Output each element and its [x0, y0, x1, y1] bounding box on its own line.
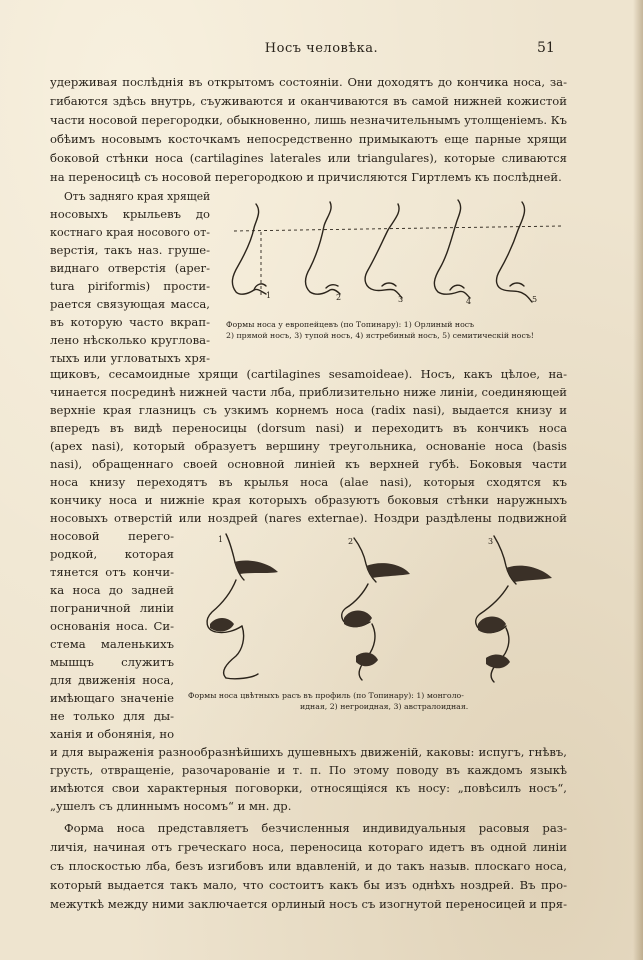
figure-number: 3 [488, 537, 494, 546]
text-line: стема маленькихъ [50, 637, 174, 651]
text-line: носа книзу переходятъ въ крылья носа (alae nasi), которыя сходятся къ [50, 475, 567, 489]
text-line: межуткѣ между ними заключается орлиный носъ съ изогнутой переносицей и пря- [50, 897, 567, 911]
text-line: на переносицѣ съ носовой перегородкою и причисляются Гиртлемъ къ послѣдней. [50, 170, 562, 184]
figure-colored-race-noses [196, 528, 566, 688]
nose-profile-4 [434, 200, 470, 298]
text-line: виднаго отверстія (aper- [50, 261, 210, 275]
nose-nostril-3 [382, 283, 396, 286]
text-line: верстія, такъ наз. груше- [50, 243, 210, 257]
figure-caption-line: Формы носа цвѣтныхъ расъ въ профиль (по Топинару): 1) монголо- [188, 691, 464, 700]
text-line: ка носа до задней [50, 583, 174, 597]
text-line: и для выраженія разнообразнѣйшихъ душевныхъ движеній, каковы: испугъ, гнѣвъ, [50, 745, 567, 759]
text-line: личія, начиная отъ греческаго носа, переносица котораго идетъ въ одной линіи [50, 840, 567, 854]
text-line: основанія носа. Си- [50, 619, 174, 633]
text-line: чинается посрединѣ нижней части лба, приблизительно ниже линіи, соединяющей [50, 385, 567, 399]
text-line: гибаются здѣсь внутрь, съуживаются и оканчиваются въ самой нижней кожистой [50, 94, 567, 108]
text-line: Форма носа представляетъ безчисленныя индивидуальныя расовыя раз- [64, 821, 567, 835]
text-line: кончику носа и нижніе края которыхъ образуютъ боковыя стѣнки наружныхъ [50, 493, 567, 507]
text-line: части носовой перегородки, обыкновенно, лишь незначительнымъ утолщеніемъ. Къ [50, 113, 567, 127]
text-line: для движенія носа, [50, 673, 174, 687]
text-line: родкой, которая [50, 547, 174, 561]
text-line: имѣются свои характерныя поговорки, относящіяся къ носу: „повѣсилъ носъ“, [50, 781, 567, 795]
nose-nostril-5 [510, 283, 524, 286]
figure-european-noses [226, 198, 566, 318]
figure-caption-line: идная, 2) негроидная, 3) австралоидная. [300, 702, 469, 711]
nose-profile-australoid [476, 536, 552, 682]
text-line: „ушелъ съ длиннымъ носомъ“ и мн. др. [50, 799, 292, 813]
nose-nostril-4 [450, 285, 464, 290]
figure-number: 1 [266, 291, 272, 300]
text-line: лено нѣсколько круглова- [50, 333, 210, 347]
figure-number: 3 [398, 295, 404, 304]
figure-number: 2 [348, 537, 354, 546]
nose-profile-negroid [342, 538, 410, 680]
page-number: 51 [537, 40, 555, 56]
text-line: рается связующая масса, [50, 297, 210, 311]
nose-profile-2 [306, 202, 341, 294]
figure-caption-line: Формы носа у европейцевъ (по Топинару): 1) Орлиный носъ [226, 320, 475, 329]
text-line: пограничной линіи [50, 601, 174, 615]
text-line: обѣимъ носовымъ косточкамъ непосредственно примыкаютъ еще парные хрящи [50, 132, 567, 146]
text-line: удерживая послѣднія въ открытомъ состояніи. Они доходятъ до кончика носа, за- [50, 75, 567, 89]
text-line: щиковъ, сесамоидные хрящи (cartilagines sesamoideae). Носъ, какъ цѣлое, на- [50, 367, 567, 381]
figure-number: 4 [466, 297, 472, 306]
text-line: впередъ въ видѣ переносицы (dorsum nasi) и переходитъ въ кончикъ носа [50, 421, 567, 435]
text-line: носовой перего- [50, 529, 174, 543]
nose-nostril-2 [326, 285, 338, 288]
text-line: тыхъ или угловатыхъ хря- [50, 351, 210, 365]
nose-profile-mongoloid [207, 534, 278, 679]
page-edge-shadow [633, 0, 643, 960]
figure-number: 2 [336, 293, 342, 302]
text-line: боковой стѣнки носа (cartilagines laterales или triangulares), которые сливаются [50, 151, 567, 165]
text-line: tura piriformis) прости- [50, 279, 210, 293]
figure-caption-line: 2) прямой носъ, 3) тупой носъ, 4) ястребиный носъ, 5) семитическій носъ! [226, 331, 534, 340]
text-line: носовыхъ отверстій или ноздрей (nares externae). Ноздри раздѣлены подвижной [50, 511, 567, 525]
text-line: не только для ды- [50, 709, 174, 723]
text-line: грусть, отвращеніе, разочарованіе и т. п. По этому поводу въ каждомъ языкѣ [50, 763, 567, 777]
text-line: (apex nasi), который образуетъ вершину треугольника, основаніе носа (basis [50, 439, 567, 453]
running-title: Носъ человѣка. [264, 41, 379, 56]
nose-profile-5 [497, 202, 532, 302]
text-line: въ которую часто вкрап- [50, 315, 210, 329]
text-line: костнаго края носового от- [50, 226, 210, 239]
figure-number: 1 [218, 535, 224, 544]
figure-guide-line [234, 226, 561, 231]
text-line: который выдается такъ мало, что состоитъ какъ бы изъ однѣхъ ноздрей. Въ про- [50, 878, 567, 892]
text-line: nasi), обращеннаго своей основной линіей къ верхней губѣ. Боковыя части [50, 457, 567, 471]
text-line: мышцъ служитъ [50, 655, 174, 669]
figure-number: 5 [532, 295, 538, 304]
text-line: съ плоскостью лба, безъ изгибовъ или вдавленій, и до такъ назыв. плоскаго носа, [50, 859, 567, 873]
text-line: ханія и обонянія, но [50, 727, 175, 741]
text-line: Отъ задняго края хрящей [64, 190, 211, 203]
text-line: тянется отъ кончи- [50, 565, 174, 579]
text-line: верхніе края глазницъ съ узкимъ корнемъ носа (radix nasi), выдается книзу и [50, 403, 567, 417]
text-line: имѣющаго значеніе [50, 691, 174, 705]
text-line: носовыхъ крыльевъ до [50, 207, 210, 221]
